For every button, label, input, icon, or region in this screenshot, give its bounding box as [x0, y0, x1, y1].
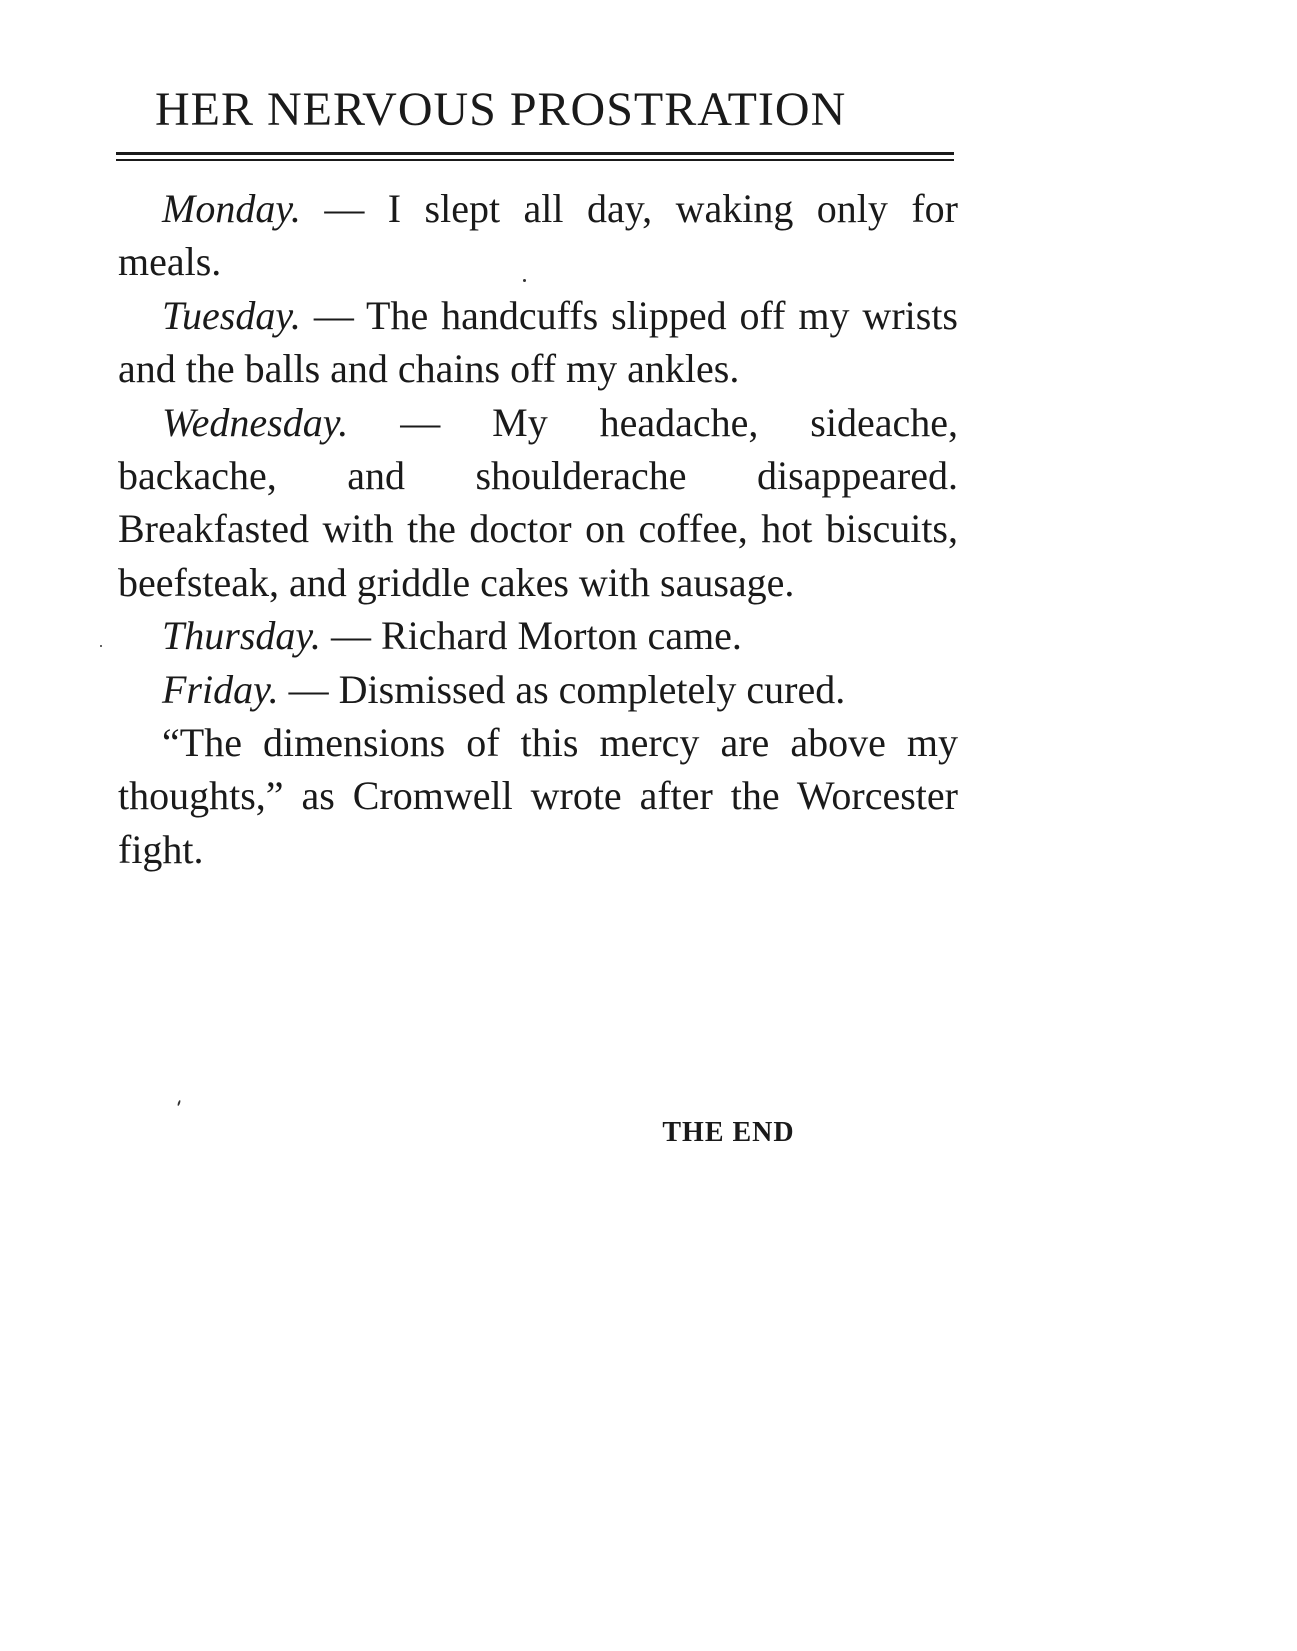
- print-speck: [100, 645, 102, 647]
- entry-day: Wednesday.: [162, 399, 349, 445]
- entry-text: — Dismissed as completely cured.: [278, 666, 846, 712]
- entry-text: — The handcuffs slipped off my wrists and the balls and chains off my ankles.: [118, 292, 958, 392]
- entry-tuesday: [118, 289, 958, 396]
- entry-day: Tuesday.: [162, 292, 301, 338]
- entry-day: Friday.: [162, 666, 279, 712]
- entry-text: — Richard Morton came.: [320, 613, 742, 659]
- entry-day: Monday.: [162, 186, 301, 231]
- end-mark: THE END: [662, 1117, 795, 1148]
- entry-text: — I slept all day, waking only for meals.: [118, 186, 958, 285]
- entry-friday: [118, 663, 958, 716]
- print-speck: [177, 1100, 181, 1106]
- print-speck: [523, 279, 526, 282]
- header-rule-thick: [116, 152, 954, 155]
- entry-text: — My headache, sideache, backache, and shoulderache disappeared. Breakfasted with the doctor on coffee, hot biscuits, beefsteak, and griddle cakes with sausage.: [118, 399, 958, 605]
- closing-paragraph: “The dimensions of this mercy are above my thoughts,” as Cromwell wrote after the Worcester fight.: [118, 720, 958, 872]
- entry-day: Thursday.: [162, 613, 321, 659]
- entry-monday: [118, 182, 958, 289]
- body-text: [118, 182, 958, 876]
- header-rule-thin: [116, 159, 954, 161]
- entry-thursday: [118, 609, 958, 662]
- running-title: HER NERVOUS PROSTRATION: [155, 83, 847, 136]
- entry-wednesday: [118, 396, 958, 610]
